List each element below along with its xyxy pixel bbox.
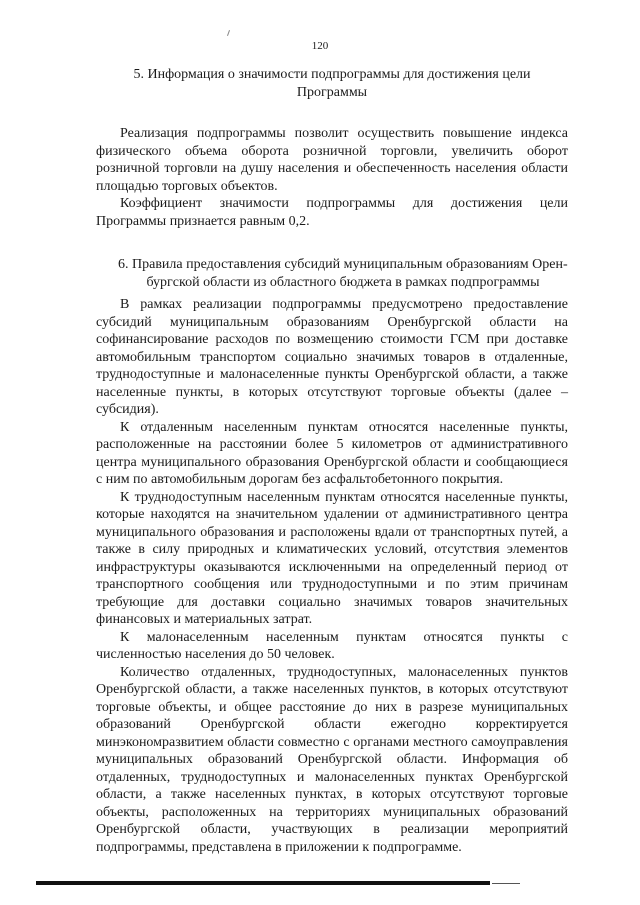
- section-6-paragraph: Количество отдаленных, труднодоступных, малонаселенных пунктов Оренбургской области, а также населенных пунктов, в которых отсутствуют торговые объекты, и общее расстояние до них в разрезе муниципальных образований Оренбургской области ежегодно корректируется минэкономразвитием области совместно с органами местного самоуправления муниципальных образований Оренбургской области. Информация об отдаленных, труднодоступных и малонаселенных пунктах Оренбургской области, а также населенных пунктах, в которых отсутствуют торговые объекты, расположенных на территориях муниципальных образований Оренбургской области, участвующих в реализации мероприятий подпрограммы, представлена в приложении к подпрограмме.: [96, 664, 568, 855]
- section-5-heading-line1: 5. Информация о значимости подпрограммы для достижения цели: [133, 67, 531, 82]
- section-6-paragraph: К отдаленным населенным пунктам относятся населенные пункты, расположенные на расстоянии более 5 километров от административного центра муниципального образования Оренбургской области и сообщающиеся с ним по автомобильным дорогам без асфальтобетонного покрытия.: [96, 419, 568, 487]
- section-5-heading: [96, 66, 568, 101]
- section-5-paragraph: Коэффициент значимости подпрограммы для достижения цели Программы признается равным 0,2.: [96, 196, 568, 229]
- bottom-rule-tail: [492, 883, 520, 884]
- section-6: [96, 256, 568, 856]
- page-content: [96, 66, 568, 856]
- section-6-heading-line1: 6. Правила предоставления субсидий муниципальным образованиям Орен-: [118, 257, 568, 272]
- section-6-heading: [96, 256, 568, 291]
- section-6-paragraph: В рамках реализации подпрограммы предусмотрено предоставление субсидий муниципальным образованиям Оренбургской области на софинансирование расходов по возмещению стоимости ГСМ при доставке автомобильным транспортом социально значимых товаров в отдаленные, труднодоступные и малонаселенные пункты Оренбургской области, а также населенные пункты, в которых отсутствуют торговые объекты (далее – субсидия).: [96, 297, 568, 417]
- section-5-heading-line2: Программы: [296, 84, 368, 100]
- section-6-heading-line2: бургской области из областного бюджета в рамках подпрограммы: [146, 274, 540, 290]
- section-6-paragraph: К малонаселенным населенным пунктам относятся пункты с численностью населения до 50 человек.: [96, 629, 568, 662]
- scan-mark: [227, 30, 230, 36]
- section-6-paragraph: К труднодоступным населенным пунктам относятся населенные пункты, которые находятся на значительном удалении от административного центра муниципального образования и расположены вдали от транспортных путей, а также в силу природных и климатических условий, отсутствия элементов инфраструктуры оказываются исключенными на определенный период от транспортного сообщения или труднодоступными и по этим причинам требующие для доставки социально значимых товаров значительных финансовых и материальных затрат.: [96, 489, 568, 627]
- section-5-paragraph: Реализация подпрограммы позволит осуществить повышение индекса физического объема оборота розничной торговли, увеличить оборот розничной торговли на душу населения и обеспеченность населения области площадью торговых объектов.: [96, 126, 568, 194]
- page-number: 120: [311, 40, 329, 52]
- bottom-rule: [36, 881, 490, 885]
- section-5: [96, 66, 568, 230]
